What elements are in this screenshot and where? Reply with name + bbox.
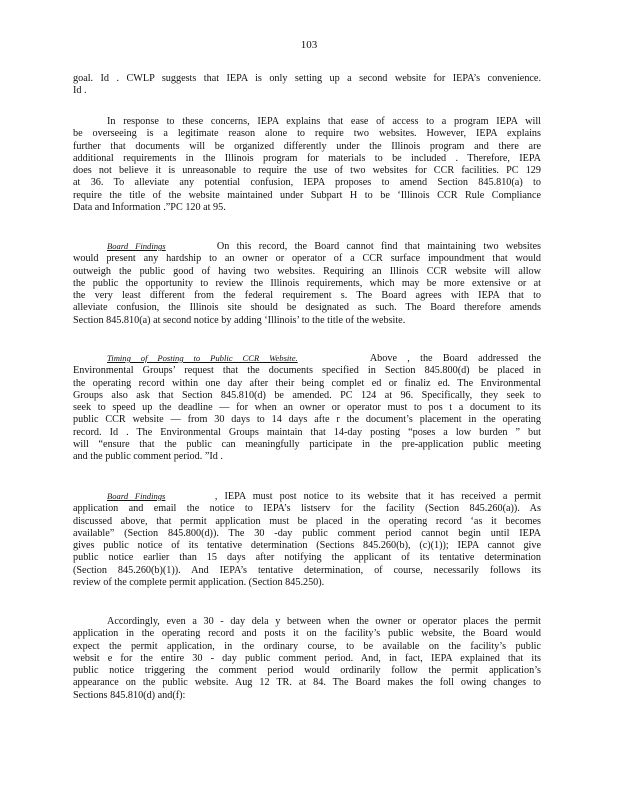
paragraph-iepa-response: [73, 116, 541, 214]
text-line: the public the opportunity to review the Illinois requirements, which may be more extensive or at: [73, 277, 541, 289]
text-line: Groups also ask that Section 845.810(d) be amended. PC 124 at 96. Specifically, they seek to: [73, 389, 541, 401]
text-line: additional requirements in the Illinois program for materials to be included . Therefore, IEPA: [73, 152, 541, 164]
text-line: record. Id . The Environmental Groups maintain that 14-day posting “poses a low burden ” but: [73, 426, 541, 438]
section-heading: Timing of Posting to Public CCR Website.: [107, 353, 298, 363]
paragraph-goal: [73, 73, 541, 98]
text-line: Environmental Groups’ request that the documents specified in Section 845.800(d) be placed in: [73, 365, 541, 377]
paragraph-board-findings-2: [73, 490, 541, 589]
text-line: alleviate confusion, the Illinois site should be designated as such. The Board therefore amends: [73, 302, 541, 314]
text-line: Data and Information .”PC 120 at 95.: [73, 202, 226, 214]
text-line: and the public comment period. ”Id .: [73, 451, 223, 463]
heading-continuation: On this record, the Board cannot find that maintaining two websites: [216, 241, 541, 252]
text-line: at 36. To alleviate any potential confusion, IEPA proposes to amend Section 845.810(a) to: [73, 177, 541, 189]
text-line: Accordingly, even a 30 - day dela y between when the owner or operator places the permit: [107, 616, 541, 627]
text-line: will “ensure that the public can meaningfully participate in the pre-application public meeting: [73, 439, 541, 451]
page-number: 103: [300, 39, 318, 51]
text-line: Sections 845.810(d) and(f):: [73, 689, 186, 701]
text-line: expect the permit application, in the ordinary course, to be available on the facility’s public: [73, 640, 541, 652]
text-line: [73, 240, 541, 253]
text-line: would present any hardship to an owner or operator of a CCR surface impoundment that would: [73, 253, 541, 265]
text-line: discussed above, that permit application must be placed in the operating record ‘as it becomes: [73, 515, 541, 527]
text-line: be overseeing is a legitimate reason alone to require two websites. However, IEPA explains: [73, 128, 541, 140]
text-line: public notice earlier than 15 days after notifying the applicant of its tentative determination: [73, 552, 541, 564]
section-heading: Board Findings: [107, 491, 166, 501]
text-line: Section 845.810(a) at second notice by adding ‘Illinois’ to the title of the website.: [73, 314, 406, 326]
heading-continuation: Above , the Board addressed the: [369, 353, 541, 364]
text-line: the operating record within one day after their being complet ed or finaliz ed. The Environmental: [73, 377, 541, 389]
text-line: Id .: [73, 85, 87, 97]
text-line: available” (Section 845.800(d)). The 30 -day public comment period cannot begin until IEPA: [73, 527, 541, 539]
text-line: public CCR website — from 30 days to 14 days afte r the document’s placement in the operating: [73, 414, 541, 426]
paragraph-timing-of-posting: [73, 352, 541, 464]
text-line: goal. Id . CWLP suggests that IEPA is only setting up a second website for IEPA’s convenience.: [73, 73, 541, 84]
text-line: application in the operating record and posts it on the facility’s public website, the Board would: [73, 628, 541, 640]
text-line: websit e for the entire 30 - day public comment period. And, in fact, IEPA explained that its: [73, 652, 541, 664]
text-line: [73, 490, 541, 503]
section-heading: Board Findings: [107, 241, 166, 251]
text-line: [73, 352, 541, 365]
heading-continuation: , IEPA must post notice to its website that it has received a permit: [214, 491, 541, 502]
text-line: require the title of the website maintained under Subpart H to be ‘Illinois CCR Rule Compliance: [73, 189, 541, 201]
text-line: further that documents will be organized differently under the Illinois program and there are: [73, 140, 541, 152]
text-line: review of the complete permit application. (Section 845.250).: [73, 577, 325, 589]
text-line: seek to speed up the deadline — for when an owner or operator must to pos t a document to its: [73, 402, 541, 414]
paragraph-accordingly: [73, 616, 541, 702]
text-line: gives public notice of its tentative determination (Sections 845.260(b), (c)(1)); IEPA cannot give: [73, 540, 541, 552]
text-line: does not believe it is unreasonable to require the use of two websites for CCR facilities. PC 129: [73, 165, 541, 177]
text-line: In response to these concerns, IEPA explains that ease of access to a program IEPA will: [107, 116, 541, 127]
text-line: (Section 845.260(b)(1)). And IEPA’s tentative determination, of course, necessarily follows its: [73, 564, 541, 576]
text-line: appearance on the public website. Aug 12 TR. at 84. The Board makes the foll owing changes to: [73, 677, 541, 689]
text-line: application and email the notice to IEPA’s listserv for the facility (Section 845.260(a)). As: [73, 503, 541, 515]
paragraph-board-findings-1: [73, 240, 541, 327]
text-line: the very least different from the federal requirement s. The Board agrees with IEPA that to: [73, 290, 541, 302]
text-line: public notice triggering the comment period would ordinarily follow the permit application’s: [73, 665, 541, 677]
text-line: outweigh the public good of having two websites. Requiring an Illinois CCR website will allow: [73, 265, 541, 277]
